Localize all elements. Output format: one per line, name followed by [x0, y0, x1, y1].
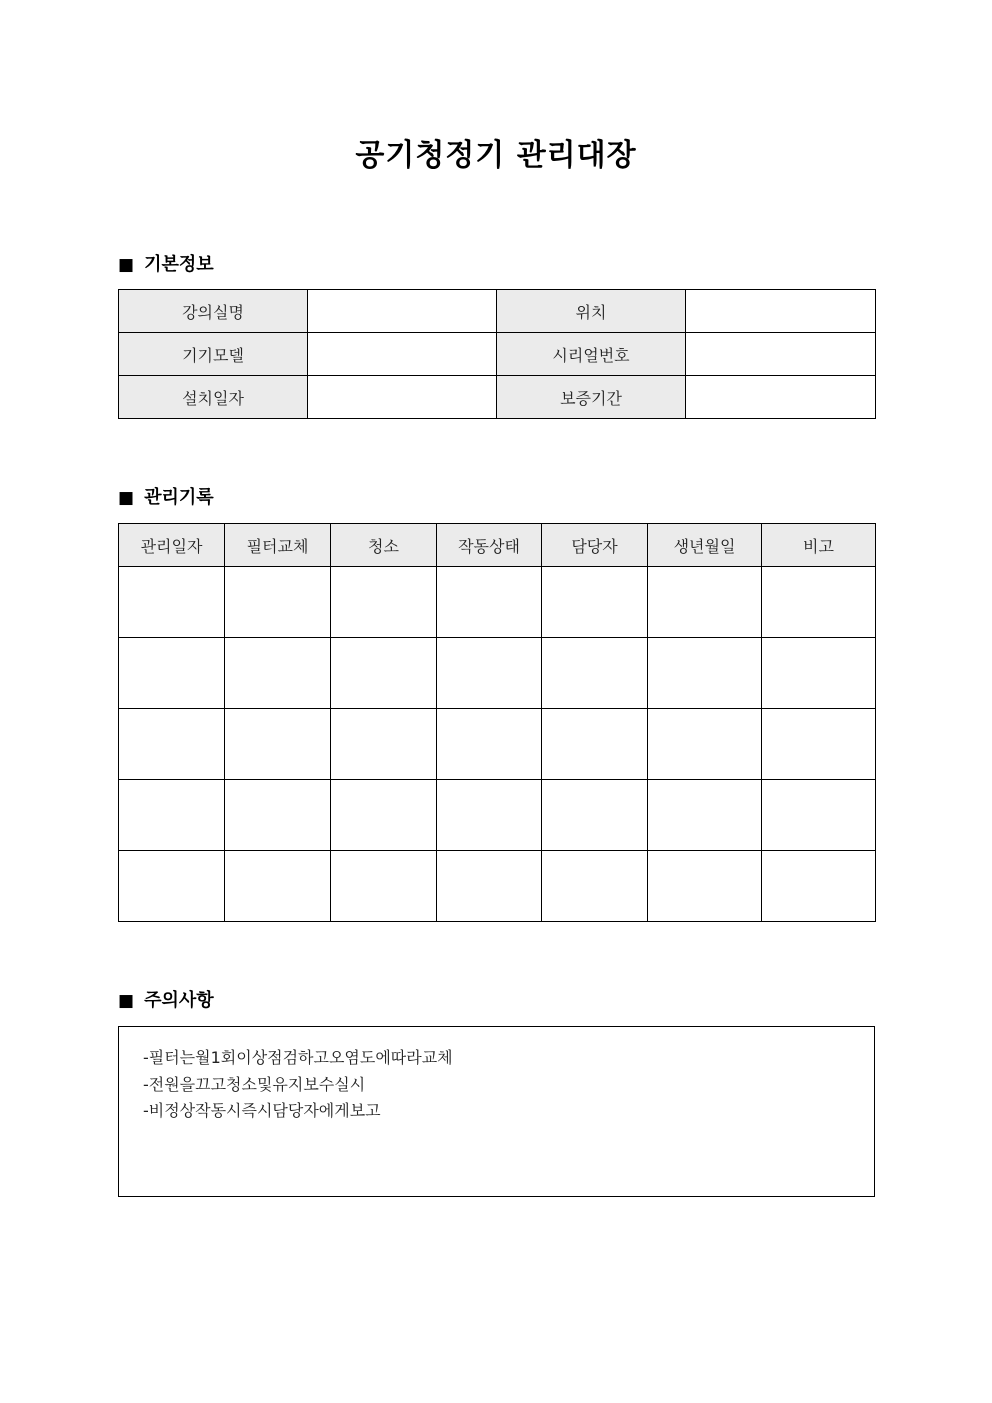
field-value-cell[interactable] — [308, 376, 497, 419]
table-row — [119, 709, 876, 780]
record-cell[interactable] — [119, 709, 225, 780]
column-header: 필터교체 — [225, 524, 331, 567]
table-row — [119, 290, 876, 333]
field-label: 위치 — [497, 290, 686, 333]
record-cell[interactable] — [762, 709, 876, 780]
record-cell[interactable] — [542, 567, 648, 638]
field-value-cell[interactable] — [308, 333, 497, 376]
section-heading-label: 관리기록 — [144, 487, 214, 508]
field-value-cell[interactable] — [308, 290, 497, 333]
record-cell[interactable] — [331, 567, 437, 638]
records-table — [118, 523, 876, 922]
field-label: 기기모델 — [119, 333, 308, 376]
record-cell[interactable] — [331, 638, 437, 709]
record-cell[interactable] — [331, 780, 437, 851]
document-title: 공기청정기 관리대장 — [355, 138, 637, 173]
field-value-cell[interactable] — [686, 290, 876, 333]
record-cell[interactable] — [437, 780, 542, 851]
record-cell[interactable] — [762, 567, 876, 638]
basic-info-table — [118, 289, 876, 419]
field-label: 보증기간 — [497, 376, 686, 419]
column-header: 관리일자 — [119, 524, 225, 567]
record-cell[interactable] — [648, 638, 762, 709]
field-label: 강의실명 — [119, 290, 308, 333]
column-header: 청소 — [331, 524, 437, 567]
record-cell[interactable] — [437, 638, 542, 709]
list-item: -필터는월1회이상점검하고오염도에따라교체 — [143, 1048, 453, 1067]
square-bullet-icon: ■ — [118, 991, 135, 1011]
record-cell[interactable] — [119, 851, 225, 922]
record-cell[interactable] — [437, 851, 542, 922]
field-label: 시리얼번호 — [497, 333, 686, 376]
section-heading-notes — [118, 988, 214, 1014]
notes-list — [119, 1027, 874, 1125]
record-cell[interactable] — [119, 638, 225, 709]
record-cell[interactable] — [648, 709, 762, 780]
column-header: 담당자 — [542, 524, 648, 567]
table-row — [119, 333, 876, 376]
record-cell[interactable] — [648, 567, 762, 638]
field-label: 설치일자 — [119, 376, 308, 419]
record-cell[interactable] — [542, 851, 648, 922]
table-header-row — [119, 524, 876, 567]
record-cell[interactable] — [542, 780, 648, 851]
column-header: 생년월일 — [648, 524, 762, 567]
record-cell[interactable] — [331, 851, 437, 922]
table-row — [119, 851, 876, 922]
record-cell[interactable] — [762, 780, 876, 851]
table-row — [119, 567, 876, 638]
square-bullet-icon: ■ — [118, 255, 135, 275]
record-cell[interactable] — [762, 851, 876, 922]
column-header: 작동상태 — [437, 524, 542, 567]
square-bullet-icon: ■ — [118, 488, 135, 508]
record-cell[interactable] — [762, 638, 876, 709]
field-value-cell[interactable] — [686, 333, 876, 376]
list-item: -비정상작동시즉시담당자에게보고 — [143, 1101, 381, 1120]
record-cell[interactable] — [225, 567, 331, 638]
table-row — [119, 376, 876, 419]
field-value-cell[interactable] — [686, 376, 876, 419]
record-cell[interactable] — [542, 638, 648, 709]
record-cell[interactable] — [225, 780, 331, 851]
section-heading-label: 기본정보 — [144, 254, 214, 275]
record-cell[interactable] — [119, 780, 225, 851]
record-cell[interactable] — [225, 851, 331, 922]
record-cell[interactable] — [542, 709, 648, 780]
record-cell[interactable] — [437, 709, 542, 780]
list-item: -전원을끄고청소및유지보수실시 — [143, 1074, 366, 1094]
section-heading-records — [118, 485, 214, 511]
record-cell[interactable] — [331, 709, 437, 780]
table-row — [119, 638, 876, 709]
record-cell[interactable] — [648, 851, 762, 922]
section-heading-label: 주의사항 — [144, 990, 214, 1011]
record-cell[interactable] — [225, 638, 331, 709]
record-cell[interactable] — [225, 709, 331, 780]
record-cell[interactable] — [437, 567, 542, 638]
section-heading-basic-info — [118, 252, 214, 278]
table-row — [119, 780, 876, 851]
column-header: 비고 — [762, 524, 876, 567]
record-cell[interactable] — [119, 567, 225, 638]
notes-box — [118, 1026, 875, 1197]
record-cell[interactable] — [648, 780, 762, 851]
